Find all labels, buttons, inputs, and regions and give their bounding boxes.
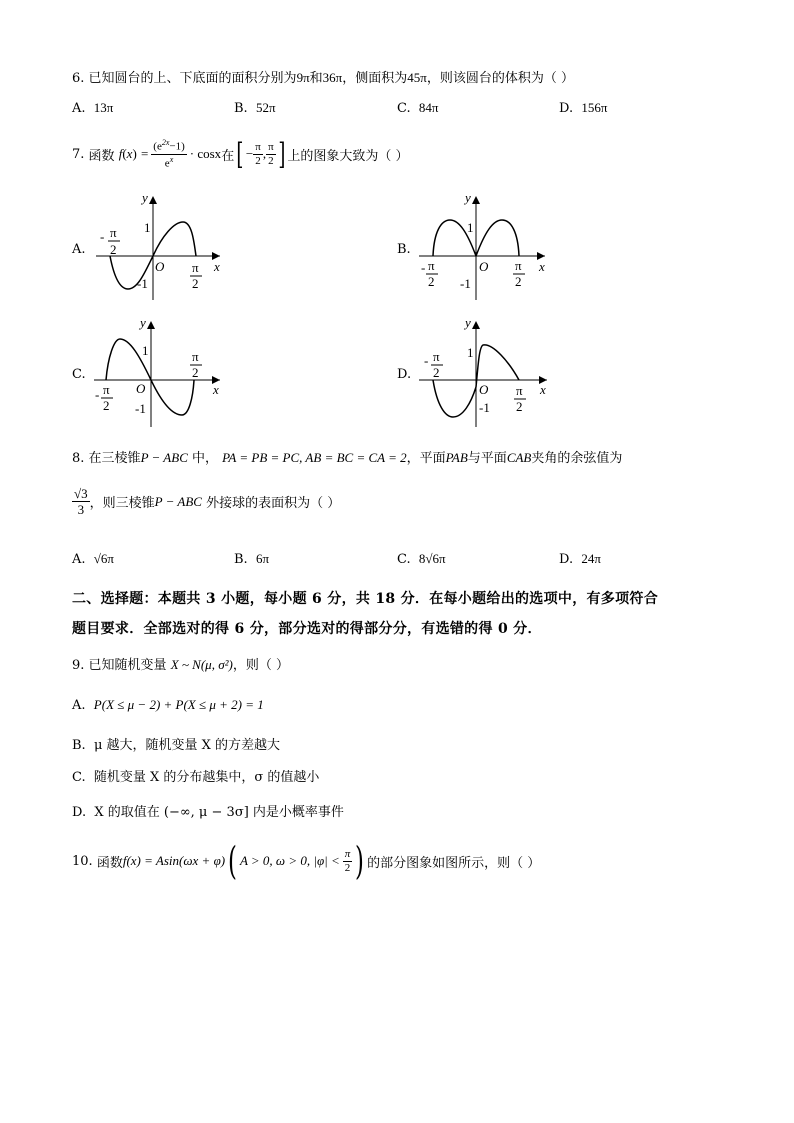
section-2-instructions: 题目要求．全部选对的得 6 分，部分选对的得部分分，有选错的得 0 分． <box>72 621 542 637</box>
q6-stem: 6. 已知圆台的上、下底面的面积分别为9π和36π，侧面积为45π，则该圆台的体积为（ ） <box>72 70 574 86</box>
svg-text:1: 1 <box>467 220 474 235</box>
q9-option-c: C. 随机变量 X 的分布越集中，σ 的值越小 <box>72 770 320 785</box>
q6-option-b: B. 52π <box>234 100 276 116</box>
svg-text:y: y <box>140 317 146 330</box>
svg-text:2: 2 <box>192 365 199 380</box>
q8-option-b: B. 6π <box>234 551 270 567</box>
q7-stem: 7. 函数 f ( x ) = $\frac{(e^{2x}-1)}{e^x}$ · cosx 在 [ − $\frac{\pi}{2}$ , $\frac{\pi}{2}$ ] 上的图象大致为（ ） <box>72 136 409 172</box>
svg-text:-: - <box>100 229 105 244</box>
q6-option-a: A. 13π <box>72 100 114 116</box>
q6-number: 6. <box>72 71 85 86</box>
svg-text:2: 2 <box>515 274 522 289</box>
svg-text:y: y <box>142 192 148 205</box>
svg-text:2: 2 <box>428 274 435 289</box>
q8-option-d: D. 24π <box>559 551 601 567</box>
svg-text:2: 2 <box>433 365 440 380</box>
svg-text:O: O <box>479 382 489 397</box>
svg-text:π: π <box>110 225 117 240</box>
q8-stem-line1: 8. 在三棱锥P − ABC 中， PA = PB = PC, AB = BC = CA = 2，平面PAB与平面CAB夹角的余弦值为 <box>72 450 623 466</box>
graph-c-label: C. <box>72 367 86 382</box>
graph-a <box>90 192 230 302</box>
svg-text:y: y <box>465 192 471 205</box>
svg-text:2: 2 <box>516 399 523 414</box>
q6-option-c: C. 84π <box>397 100 439 116</box>
curve <box>106 339 194 415</box>
q6-option-d: D. 156π <box>559 100 608 116</box>
svg-text:π: π <box>428 258 435 273</box>
svg-text:-: - <box>95 387 100 402</box>
q9-option-b: B. μ 越大，随机变量 X 的方差越大 <box>72 738 281 753</box>
y-axis-arrow <box>147 321 155 329</box>
svg-text:2: 2 <box>103 398 110 413</box>
q9-stem: 9. 已知随机变量 X ~ N(μ, σ²)，则（ ） <box>72 657 289 673</box>
svg-text:π: π <box>103 382 110 397</box>
graph-c <box>88 317 228 429</box>
graph-d <box>413 317 553 429</box>
y-axis-arrow <box>472 321 480 329</box>
svg-text:π: π <box>192 260 199 275</box>
graph-d-label: D. <box>397 367 412 382</box>
q8-option-c: C. 8√6π <box>397 551 446 567</box>
svg-text:y: y <box>465 317 471 330</box>
svg-text:1: 1 <box>142 343 149 358</box>
graph-b <box>413 192 553 302</box>
graph-b-label: B. <box>397 242 411 257</box>
svg-text:π: π <box>192 349 199 364</box>
svg-text:1: 1 <box>144 220 151 235</box>
svg-text:π: π <box>516 383 523 398</box>
q9-option-d: D. X 的取值在 (−∞, μ − 3σ] 内是小概率事件 <box>72 805 344 820</box>
svg-text:x: x <box>213 382 219 397</box>
q9-option-a: A. P(X ≤ μ − 2) + P(X ≤ μ + 2) = 1 <box>72 697 264 713</box>
svg-text:-1: -1 <box>460 276 471 291</box>
svg-text:π: π <box>515 258 522 273</box>
section-2-heading: 二、选择题：本题共 3 小题，每小题 6 分，共 18 分．在每小题给出的选项中，有多项符合 <box>72 591 659 607</box>
svg-text:-1: -1 <box>137 276 148 291</box>
svg-text:-: - <box>424 353 429 368</box>
svg-text:2: 2 <box>192 276 199 291</box>
svg-text:-: - <box>421 260 426 275</box>
svg-text:-1: -1 <box>135 401 146 416</box>
svg-text:π: π <box>433 349 440 364</box>
q8-option-a: A. √6π <box>72 551 114 567</box>
svg-text:O: O <box>155 259 165 274</box>
y-axis-arrow <box>149 196 157 204</box>
q10-stem: 10. 函数 f(x) = Asin(ωx + φ) ( A > 0, ω > 0, |φ| < $\frac{\pi}{2}$ ) 的部分图象如图所示，则（ ） <box>72 839 541 883</box>
y-axis-arrow <box>472 196 480 204</box>
svg-text:O: O <box>479 259 489 274</box>
svg-text:x: x <box>214 259 220 274</box>
svg-text:-1: -1 <box>479 400 490 415</box>
svg-text:x: x <box>539 259 545 274</box>
svg-text:2: 2 <box>110 242 117 257</box>
q8-stem-line2: $\frac{√3}{3}$ ，则三棱锥 P − ABC 外接球的表面积为（ ） <box>74 486 341 517</box>
q7-fraction: $\frac{(e^{2x}-1)}{e^x}$ <box>153 137 185 170</box>
graph-a-label: A. <box>72 242 86 257</box>
svg-text:x: x <box>540 382 546 397</box>
svg-text:O: O <box>136 381 146 396</box>
svg-text:1: 1 <box>467 345 474 360</box>
